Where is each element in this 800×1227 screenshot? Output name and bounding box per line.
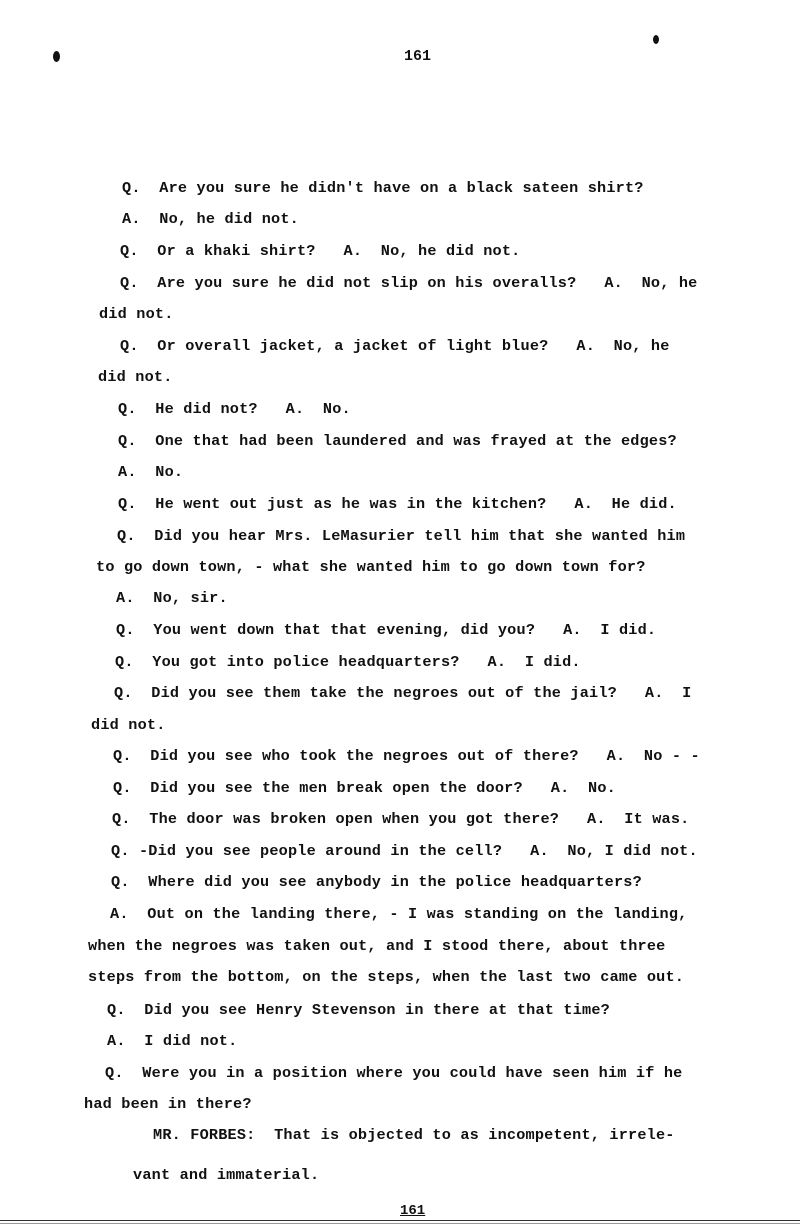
transcript-line: did not. [99,305,174,323]
transcript-line: A. No. [118,463,184,481]
transcript-line: A. No, sir. [116,589,228,607]
transcript-line: Q. Did you see the men break open the door? A. No. [113,779,616,797]
transcript-line: had been in there? [84,1095,252,1113]
transcript-line: steps from the bottom, on the steps, when the last two came out. [88,968,685,986]
ink-mark [653,35,659,44]
transcript-line: Q. Or overall jacket, a jacket of light blue? A. No, he [120,337,670,355]
transcript-line: A. Out on the landing there, - I was standing on the landing, [110,905,688,923]
transcript-line: Q. Where did you see anybody in the police headquarters? [111,873,642,891]
transcript-line: A. I did not. [107,1032,238,1050]
transcript-line: Q. One that had been laundered and was frayed at the edges? [118,432,677,450]
page-bottom-rule-secondary [0,1223,800,1224]
transcript-line: Q. Did you see them take the negroes out of the jail? A. I [114,684,692,702]
transcript-line: vant and immaterial. [133,1166,320,1184]
transcript-line: Q. You got into police headquarters? A. I did. [115,653,581,671]
transcript-line: Q. Were you in a position where you could have seen him if he [105,1064,683,1082]
transcript-line: A. No, he did not. [122,210,299,228]
transcript-line: Q. He went out just as he was in the kitchen? A. He did. [118,495,677,513]
page-number-bottom: 161 [400,1203,426,1219]
transcript-line: Q. Are you sure he didn't have on a black sateen shirt? [122,179,644,197]
transcript-line: did not. [91,716,166,734]
transcript-line: Q. -Did you see people around in the cell? A. No, I did not. [111,842,698,860]
page-number-top: 161 [404,48,432,65]
transcript-line: did not. [98,368,173,386]
punch-hole-mark [53,51,60,62]
transcript-line: Q. Or a khaki shirt? A. No, he did not. [120,242,521,260]
transcript-line: when the negroes was taken out, and I stood there, about three [88,937,666,955]
transcript-line: Q. He did not? A. No. [118,400,351,418]
transcript-line: Q. The door was broken open when you got there? A. It was. [112,810,690,828]
transcript-line: Q. Did you see Henry Stevenson in there at that time? [107,1001,610,1019]
transcript-line: Q. Are you sure he did not slip on his overalls? A. No, he [120,274,698,292]
transcript-line: MR. FORBES: That is objected to as incompetent, irrele- [153,1126,675,1144]
transcript-line: Q. You went down that that evening, did you? A. I did. [116,621,657,639]
transcript-line: Q. Did you see who took the negroes out of there? A. No - - [113,747,700,765]
transcript-line: to go down town, - what she wanted him to go down town for? [96,558,646,576]
page-bottom-rule [0,1220,800,1221]
transcript-line: Q. Did you hear Mrs. LeMasurier tell him that she wanted him [117,527,686,545]
